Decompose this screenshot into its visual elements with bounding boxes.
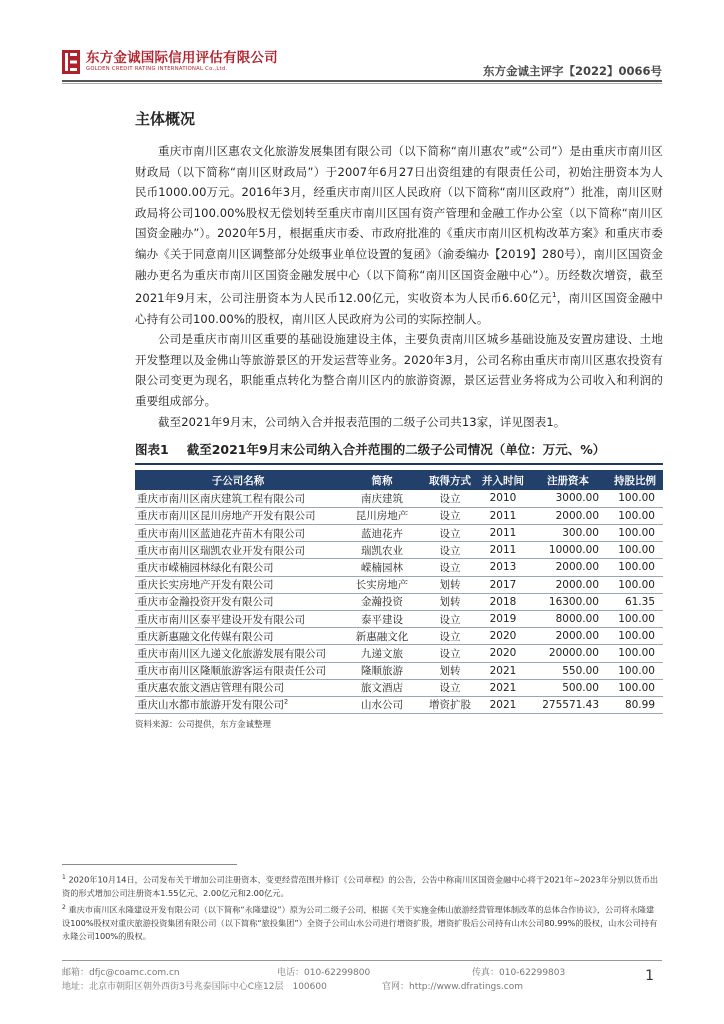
cell-method (423, 593, 477, 610)
footer-phone: 电话：010-62299800 (277, 967, 371, 978)
cell-capital-text: 20000.00 (548, 647, 599, 660)
table-row (135, 628, 663, 645)
table-row (135, 507, 663, 524)
cell-year-text: 2010 (489, 492, 517, 505)
cell-ratio (607, 525, 663, 542)
cell-capital-text: 275571.43 (542, 698, 599, 711)
company-name-en: GOLDEN CREDIT RATING INTERNATIONAL Co.,Ltd. (86, 66, 228, 72)
cell-short-text: 瑞凯农业 (361, 544, 403, 557)
table-header-row (135, 470, 663, 490)
cell-short-text: 蓝迪花卉 (361, 527, 403, 540)
cell-year-text: 2021 (489, 698, 517, 711)
cell-capital-text: 8000.00 (555, 613, 599, 626)
footnote-1-num: 1 (62, 874, 66, 881)
cell-year-text: 2013 (489, 561, 517, 574)
cell-short-text: 九递文旅 (361, 647, 403, 660)
footnote-2 (62, 901, 662, 944)
cell-method-text: 设立 (439, 492, 461, 505)
cell-year (477, 542, 529, 559)
cell-name (135, 696, 341, 713)
footnote-divider (62, 864, 237, 865)
table-row (135, 679, 663, 696)
cell-ratio-text: 100.00 (618, 527, 655, 540)
cell-capital (529, 628, 607, 645)
cell-ratio-text: 100.00 (618, 578, 655, 591)
cell-name-text: 重庆市南川区九递文化旅游发展有限公司 (137, 647, 326, 660)
cell-ratio (607, 576, 663, 593)
table-label: 图表1 (135, 442, 169, 458)
section-title: 主体概况 (135, 110, 196, 128)
cell-name (135, 610, 341, 627)
cell-method (423, 507, 477, 524)
cell-year (477, 610, 529, 627)
table-row (135, 576, 663, 593)
footer-website[interactable]: 官网：http://www.dfratings.com (382, 981, 524, 992)
cell-capital (529, 559, 607, 576)
cell-ratio-text: 100.00 (618, 681, 655, 694)
cell-name-text: 重庆市南川区隆顺旅游客运有限责任公司 (137, 665, 326, 678)
cell-short (341, 525, 423, 542)
cell-capital (529, 645, 607, 662)
col-header-year: 并入时间 (477, 470, 529, 490)
table-row (135, 559, 663, 576)
col-header-method: 取得方式 (423, 470, 477, 490)
cell-method (423, 576, 477, 593)
cell-short-text: 长实房地产 (355, 579, 409, 592)
cell-name-text: 重庆市南川区泰平建设开发有限公司 (137, 613, 305, 626)
cell-method-text: 设立 (439, 682, 461, 695)
page-footer (62, 960, 662, 992)
cell-short (341, 662, 423, 679)
cell-short (341, 645, 423, 662)
cell-year-text: 2017 (489, 578, 517, 591)
footnote-1 (62, 871, 662, 901)
cell-capital (529, 679, 607, 696)
table-top-rule (135, 463, 663, 465)
cell-capital (529, 490, 607, 507)
cell-year (477, 525, 529, 542)
page-number: 1 (645, 968, 654, 984)
table-source: 资料来源：公司提供，东方金诚整理 (135, 720, 272, 731)
cell-short (341, 679, 423, 696)
cell-method (423, 610, 477, 627)
cell-method-text: 设立 (439, 510, 461, 523)
footnote-2-num: 2 (62, 903, 66, 911)
cell-capital-text: 3000.00 (555, 492, 599, 505)
cell-short-text: 新惠融文化 (355, 630, 409, 643)
cell-capital-text: 2000.00 (555, 578, 599, 591)
cell-capital (529, 593, 607, 610)
cell-year (477, 576, 529, 593)
cell-ratio (607, 696, 663, 713)
cell-name (135, 645, 341, 662)
cell-method-text: 划转 (439, 579, 461, 592)
cell-name-text: 重庆惠农旅文酒店管理有限公司 (137, 682, 284, 695)
cell-ratio-text: 100.00 (618, 630, 655, 643)
cell-ratio-text: 100.00 (618, 561, 655, 574)
footnote-ref-2[interactable]: 2 (284, 697, 289, 706)
cell-name (135, 662, 341, 679)
cell-short (341, 696, 423, 713)
cell-method (423, 628, 477, 645)
footer-divider (62, 960, 662, 961)
cell-name (135, 525, 341, 542)
main-content (135, 100, 663, 730)
cell-ratio-text: 100.00 (618, 613, 655, 626)
table-row (135, 490, 663, 507)
table-row (135, 610, 663, 627)
cell-name-text: 重庆市南川区瑞凯农业开发有限公司 (137, 544, 305, 557)
cell-ratio-text: 100.00 (618, 647, 655, 660)
cell-name-text: 重庆新惠融文化传媒有限公司 (137, 630, 274, 643)
cell-ratio (607, 490, 663, 507)
col-header-name: 子公司名称 (135, 470, 341, 490)
page-header (0, 0, 724, 84)
cell-ratio-text: 80.99 (624, 698, 655, 711)
cell-capital (529, 507, 607, 524)
cell-year (477, 507, 529, 524)
cell-method (423, 559, 477, 576)
cell-method-text: 增资扩股 (429, 699, 471, 712)
cell-method-text: 划转 (439, 596, 461, 609)
cell-year-text: 2020 (489, 647, 517, 660)
cell-ratio (607, 679, 663, 696)
company-name-cn: 东方金诚国际信用评估有限公司 (86, 50, 278, 66)
footer-fax: 传真：010-62299803 (472, 967, 566, 978)
table-row (135, 696, 663, 713)
cell-capital-text: 16300.00 (548, 595, 599, 608)
company-logo (62, 50, 278, 74)
cell-name (135, 593, 341, 610)
cell-ratio (607, 593, 663, 610)
cell-year-text: 2020 (489, 630, 517, 643)
cell-short-text: 旅文酒店 (361, 682, 403, 695)
cell-short-text: 金瀚投资 (361, 596, 403, 609)
footnote-2-text: 重庆市南川区永隆建设开发有限公司（以下简称“永隆建设”）原为公司二级子公司，根据《关于实施金佛山旅游经营管理体制改革的总体合作协议》，公司将永隆建设100%股权对重庆旅游投资集团有限公司（以下简称“旅投集团”）全资子公司山水公司进行增资扩股，增资扩股后公司持有山水公司80.99%的股权，山水公司持有永隆公司100%的股权。 (62, 904, 658, 942)
cell-short-text: 山水公司 (361, 699, 403, 712)
table-row (135, 542, 663, 559)
cell-method (423, 542, 477, 559)
cell-short-text: 昆川房地产 (355, 510, 409, 523)
cell-short (341, 490, 423, 507)
cell-ratio-text: 100.00 (618, 509, 655, 522)
paragraph-1 (135, 141, 663, 329)
cell-year (477, 559, 529, 576)
footer-address: 地址：北京市朝阳区朝外西街3号兆泰国际中心C座12层 100600 (62, 981, 327, 992)
cell-name (135, 542, 341, 559)
table-row (135, 593, 663, 610)
cell-ratio-text: 100.00 (618, 544, 655, 557)
cell-method (423, 662, 477, 679)
cell-year-text: 2019 (489, 613, 517, 626)
cell-year (477, 490, 529, 507)
cell-ratio (607, 507, 663, 524)
cell-method-text: 设立 (439, 613, 461, 626)
cell-capital-text: 2000.00 (555, 561, 599, 574)
cell-method-text: 设立 (439, 630, 461, 643)
cell-name (135, 559, 341, 576)
cell-ratio-text: 100.00 (618, 664, 655, 677)
table-caption (135, 440, 663, 458)
table-row (135, 525, 663, 542)
cell-ratio-text: 61.35 (624, 595, 655, 608)
footnote-ref-1[interactable]: 1 (551, 291, 557, 300)
footnote-1-text: 2020年10月14日，公司发布关于增加公司注册资本、变更经营范围并修订《公司章程》的公告，公告中称南川区国资金融中心将于2021年~2023年分别以货币出资的形式增加公司注册资本1.55亿元、2.00亿元和2.00亿元。 (62, 874, 659, 899)
cell-method-text: 设立 (439, 527, 461, 540)
cell-short (341, 559, 423, 576)
cell-short (341, 593, 423, 610)
logo-mark-icon (62, 50, 80, 74)
cell-ratio (607, 559, 663, 576)
col-header-short: 简称 (341, 470, 423, 490)
cell-short (341, 507, 423, 524)
cell-ratio (607, 610, 663, 627)
cell-short-text: 泰平建设 (361, 613, 403, 626)
cell-year-text: 2011 (489, 509, 517, 522)
cell-year-text: 2018 (489, 595, 517, 608)
cell-name-text: 重庆市南川区南庆建筑工程有限公司 (137, 492, 305, 505)
cell-capital-text: 500.00 (562, 681, 599, 694)
table-title: 截至2021年9月末公司纳入合并范围的二级子公司情况（单位：万元、%） (186, 442, 606, 458)
cell-ratio (607, 662, 663, 679)
paragraph-3: 截至2021年9月末，公司纳入合并报表范围的二级子公司共13家，详见图表1。 (158, 414, 566, 429)
cell-capital-text: 2000.00 (555, 509, 599, 522)
cell-year (477, 679, 529, 696)
cell-capital (529, 662, 607, 679)
cell-year (477, 628, 529, 645)
cell-ratio-text: 100.00 (618, 492, 655, 505)
cell-capital (529, 542, 607, 559)
cell-ratio (607, 645, 663, 662)
cell-capital (529, 525, 607, 542)
cell-short-text: 嵘楠园林 (361, 561, 403, 574)
cell-method-text: 设立 (439, 544, 461, 557)
cell-capital (529, 696, 607, 713)
cell-capital-text: 2000.00 (555, 630, 599, 643)
cell-name-text: 重庆市南川区昆川房地产开发有限公司 (137, 510, 316, 523)
cell-capital-text: 550.00 (562, 664, 599, 677)
cell-method (423, 490, 477, 507)
cell-name-text: 重庆山水都市旅游开发有限公司 (137, 699, 284, 712)
cell-year (477, 662, 529, 679)
cell-year (477, 593, 529, 610)
cell-method (423, 696, 477, 713)
cell-ratio (607, 542, 663, 559)
cell-method-text: 设立 (439, 647, 461, 660)
cell-short-text: 南庆建筑 (361, 492, 403, 505)
cell-year (477, 696, 529, 713)
document-code: 东方金诚主评字【2022】0066号 (482, 64, 662, 78)
cell-name (135, 490, 341, 507)
footer-email[interactable]: 邮箱：dfjc@coamc.com.cn (62, 967, 180, 978)
cell-year-text: 2011 (489, 527, 517, 540)
cell-year (477, 645, 529, 662)
cell-short (341, 576, 423, 593)
cell-year-text: 2021 (489, 681, 517, 694)
table-row (135, 645, 663, 662)
cell-name (135, 628, 341, 645)
cell-ratio (607, 628, 663, 645)
cell-capital (529, 610, 607, 627)
footnotes (62, 864, 662, 944)
cell-method-text: 设立 (439, 561, 461, 574)
cell-method (423, 679, 477, 696)
cell-name-text: 重庆市嵘楠园林绿化有限公司 (137, 561, 274, 574)
cell-name-text: 重庆长实房地产开发有限公司 (137, 579, 274, 592)
cell-capital (529, 576, 607, 593)
cell-capital-text: 300.00 (562, 527, 599, 540)
paragraph-1-tail: ，南川区国资金融中心持有公司100.00%的股权，南川区人民政府为公司的实际控制人。 (135, 290, 663, 326)
cell-short (341, 542, 423, 559)
header-divider-thin (62, 83, 662, 84)
cell-year-text: 2011 (489, 544, 517, 557)
col-header-ratio: 持股比例 (607, 470, 663, 490)
header-divider (62, 80, 662, 82)
cell-method (423, 525, 477, 542)
cell-short (341, 628, 423, 645)
cell-short-text: 隆顺旅游 (361, 665, 403, 678)
paragraph-1-text: 重庆市南川区惠农文化旅游发展集团有限公司（以下简称“南川惠农”或“公司”）是由重庆市南川区财政局（以下简称“南川区财政局”）于2007年6月27日出资组建的有限责任公司，初始注册资本为人民币1000.00万元。2016年3月，经重庆市南川区人民政府（以下简称“南川区政府”）批准，南川区财政局将公司100.00%股权无偿划转至重庆市南川区国有资产管理和金融工作办公室（以下简称“南川区国资金融办”）。2020年5月，根据重庆市委、市政府批准的《重庆市南川区机构改革方案》和重庆市委编办《关于同意南川区调整部分处级事业单位设置的复函》（渝委编办【2019】280号），南川区国资金融办更名为重庆市南川区国资金融发展中心（以下简称“南川区国资金融中心”）。历经数次增资，截至2021年9月末，公司注册资本为人民币12.00亿元，实收资本为人民币6.60亿元 (135, 144, 663, 305)
cell-year-text: 2021 (489, 664, 517, 677)
cell-method-text: 划转 (439, 665, 461, 678)
cell-capital-text: 10000.00 (548, 544, 599, 557)
cell-name (135, 576, 341, 593)
cell-name-text: 重庆市金瀚投资开发有限公司 (137, 596, 274, 609)
table-row (135, 662, 663, 679)
subsidiary-table (135, 470, 663, 714)
cell-name (135, 507, 341, 524)
paragraph-2: 公司是重庆市南川区重要的基础设施建设主体，主要负责南川区城乡基础设施及安置房建设、土地开发整理以及金佛山等旅游景区的开发运营等业务。2020年3月，公司名称由重庆市南川区惠农投资有限公司变更为现名，职能重点转化为整合南川区内的旅游资源，景区运营业务将成为公司收入和利润的重要组成部分。 (135, 332, 663, 408)
col-header-capital: 注册资本 (529, 470, 607, 490)
cell-short (341, 610, 423, 627)
cell-method (423, 645, 477, 662)
cell-name (135, 679, 341, 696)
cell-name-text: 重庆市南川区蓝迪花卉苗木有限公司 (137, 527, 305, 540)
